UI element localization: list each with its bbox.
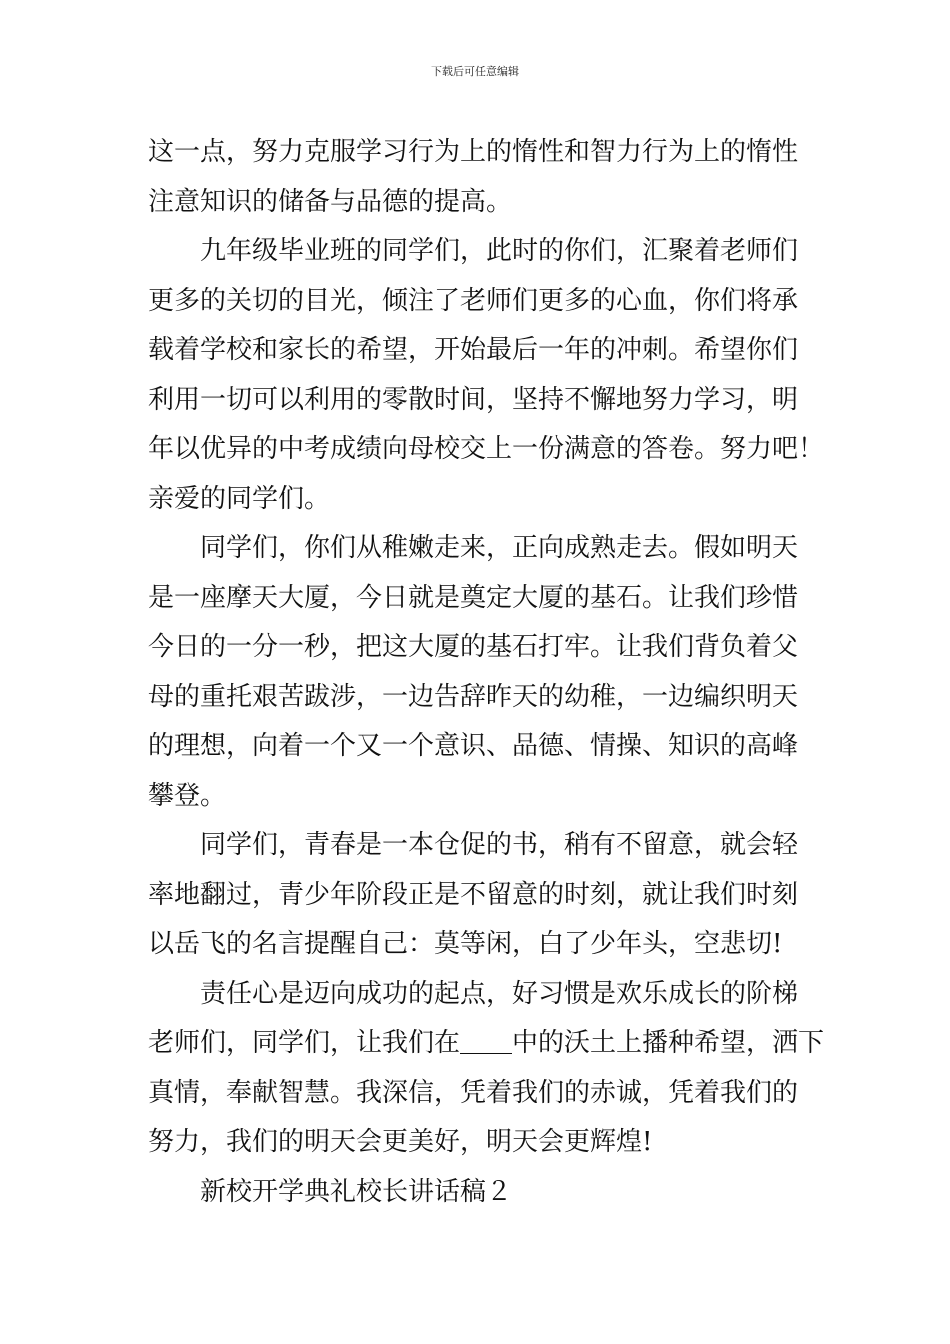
text-line: 更多的关切的目光，倾注了老师们更多的心血，你们将承: [148, 285, 799, 316]
text-line: 载着学校和家长的希望，开始最后一年的冲刺。希望你们: [148, 335, 799, 365]
text-line: 亲爱的同学们。: [148, 483, 331, 514]
text-line: 母的重托艰苦跋涉，一边告辞昨天的幼稚，一边编织明天: [148, 681, 799, 712]
paragraph-first-line: 责任心是迈向成功的起点，好习惯是欢乐成长的阶梯: [200, 978, 799, 1009]
text-line: 真情，奉献智慧。我深信，凭着我们的赤诚，凭着我们的: [148, 1077, 799, 1108]
text-line: 的理想，向着一个又一个意识、品德、情操、知识的高峰: [148, 731, 799, 761]
text-line: 努力，我们的明天会更美好，明天会更辉煌!: [148, 1127, 653, 1157]
text-line: 老师们，同学们，让我们在＿＿中的沃土上播种希望，洒下: [148, 1028, 825, 1058]
paragraph-first-line: 同学们，青春是一本仓促的书，稍有不留意，就会轻: [200, 830, 799, 860]
page-header-note: 下载后可任意编辑: [431, 65, 519, 78]
document-body: [148, 128, 825, 1217]
text-line: 利用一切可以利用的零散时间，坚持不懈地努力学习，明: [148, 384, 799, 415]
text-line: 年以优异的中考成绩向母校交上一份满意的答卷。努力吧！: [148, 434, 825, 464]
text-line: 是一座摩天大厦，今日就是奠定大厦的基石。让我们珍惜: [148, 582, 799, 613]
text-line: 攀登。: [148, 780, 227, 811]
text-line: 注意知识的储备与品德的提高。: [148, 186, 513, 217]
text-line: 今日的一分一秒，把这大厦的基石打牢。让我们背负着父: [148, 632, 799, 662]
paragraph-first-line: 同学们，你们从稚嫩走来，正向成熟走去。假如明天: [200, 533, 799, 563]
text-line: 以岳飞的名言提醒自己：莫等闲，白了少年头，空悲切!: [148, 929, 783, 959]
section-title: 新校开学典礼校长讲话稿２: [200, 1176, 513, 1207]
paragraph-first-line: 九年级毕业班的同学们，此时的你们，汇聚着老师们: [200, 236, 799, 266]
text-line: 率地翻过，青少年阶段正是不留意的时刻，就让我们时刻: [148, 879, 799, 910]
text-line: 这一点，努力克服学习行为上的惰性和智力行为上的惰性: [148, 137, 799, 167]
